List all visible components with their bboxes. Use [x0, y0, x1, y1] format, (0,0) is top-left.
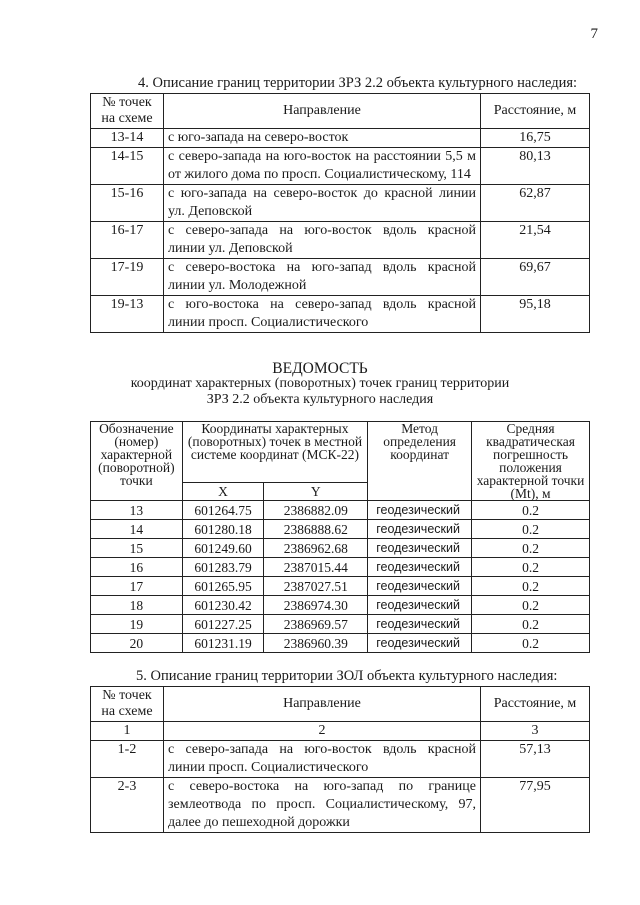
cell-y: 2387015.44 [264, 558, 368, 577]
section5-caption: 5. Описание границ территории ЗОЛ объекта культурного наследия: [136, 668, 558, 684]
column-number-row [91, 722, 590, 741]
header-error: Средняя квадратическая погрешность положения характерной точки (Mt), м [472, 422, 590, 501]
cell-points: 19-13 [91, 296, 164, 333]
cell-mt: 0.2 [472, 558, 590, 577]
cell-distance: 77,95 [481, 778, 590, 833]
cell-method: геодезический [368, 634, 472, 653]
cell-distance: 57,13 [481, 741, 590, 778]
cell-point: 15 [91, 539, 183, 558]
coordinates-table [90, 421, 590, 653]
cell-y: 2386969.57 [264, 615, 368, 634]
cell-x: 601231.19 [182, 634, 264, 653]
column-number: 2 [164, 722, 481, 741]
cell-direction: с юго-запада на северо-восток [164, 129, 481, 148]
cell-direction: с северо-запада на юго-восток на расстоянии 5,5 м от жилого дома по просп. Социалистическому, 114 [164, 148, 481, 185]
table-row [91, 596, 590, 615]
cell-x: 601264.75 [182, 501, 264, 520]
table-row [91, 129, 590, 148]
table-row [91, 222, 590, 259]
cell-mt: 0.2 [472, 539, 590, 558]
cell-mt: 0.2 [472, 501, 590, 520]
header-distance: Расстояние, м [481, 94, 590, 129]
cell-direction: с северо-запада на юго-восток вдоль красной линии ул. Деповской [164, 222, 481, 259]
header-coords: Координаты характерных (поворотных) точек в местной системе координат (МСК-22) [182, 422, 367, 483]
cell-method: геодезический [368, 501, 472, 520]
cell-distance: 69,67 [481, 259, 590, 296]
cell-x: 601230.42 [182, 596, 264, 615]
cell-direction: с северо-запада на юго-восток вдоль красной линии просп. Социалистического [164, 741, 481, 778]
cell-method: геодезический [368, 596, 472, 615]
cell-direction: с северо-востока на юго-запад вдоль красной линии ул. Молодежной [164, 259, 481, 296]
cell-y: 2386960.39 [264, 634, 368, 653]
vedomost-subtitle-line2: ЗРЗ 2.2 объекта культурного наследия [206, 392, 434, 407]
table-row [91, 296, 590, 333]
table-row [91, 615, 590, 634]
cell-mt: 0.2 [472, 520, 590, 539]
cell-x: 601265.95 [182, 577, 264, 596]
header-y: Y [264, 483, 368, 501]
cell-direction: с юго-востока на северо-запад вдоль красной линии просп. Социалистического [164, 296, 481, 333]
section4-table [90, 93, 590, 333]
header-direction: Направление [164, 94, 481, 129]
vedomost-title: ВЕДОМОСТЬ [272, 360, 368, 377]
header-direction: Направление [164, 687, 481, 722]
table-row [91, 185, 590, 222]
table-row [91, 558, 590, 577]
cell-method: геодезический [368, 539, 472, 558]
cell-x: 601283.79 [182, 558, 264, 577]
cell-mt: 0.2 [472, 634, 590, 653]
cell-x: 601249.60 [182, 539, 264, 558]
cell-x: 601280.18 [182, 520, 264, 539]
page-number: 7 [590, 26, 598, 42]
header-designation: Обозначение (номер) характерной (поворотной) точки [91, 422, 183, 501]
cell-points: 1-2 [91, 741, 164, 778]
cell-point: 13 [91, 501, 183, 520]
header-points: № точек на схеме [91, 687, 164, 722]
cell-point: 20 [91, 634, 183, 653]
header-method: Метод определения координат [368, 422, 472, 501]
cell-point: 19 [91, 615, 183, 634]
cell-y: 2387027.51 [264, 577, 368, 596]
table-row [91, 520, 590, 539]
cell-method: геодезический [368, 615, 472, 634]
table-row [91, 501, 590, 520]
cell-y: 2386888.62 [264, 520, 368, 539]
cell-point: 16 [91, 558, 183, 577]
table-row [91, 577, 590, 596]
cell-distance: 16,75 [481, 129, 590, 148]
cell-points: 17-19 [91, 259, 164, 296]
cell-distance: 80,13 [481, 148, 590, 185]
section5-table [90, 686, 590, 833]
cell-point: 17 [91, 577, 183, 596]
cell-direction: с юго-запада на северо-восток до красной линии ул. Деповской [164, 185, 481, 222]
vedomost-subtitle-line1: координат характерных (поворотных) точек границ территории [130, 376, 510, 391]
column-number: 3 [481, 722, 590, 741]
cell-points: 15-16 [91, 185, 164, 222]
cell-method: геодезический [368, 558, 472, 577]
table-row [91, 259, 590, 296]
table-row [91, 148, 590, 185]
header-distance: Расстояние, м [481, 687, 590, 722]
section4-caption: 4. Описание границ территории ЗРЗ 2.2 объекта культурного наследия: [138, 75, 578, 91]
cell-y: 2386974.30 [264, 596, 368, 615]
cell-distance: 62,87 [481, 185, 590, 222]
cell-direction: с северо-востока на юго-запад по границе землеотвода по просп. Социалистическому, 97, далее до пешеходной дорожки [164, 778, 481, 833]
cell-distance: 21,54 [481, 222, 590, 259]
header-x: X [182, 483, 264, 501]
cell-mt: 0.2 [472, 615, 590, 634]
cell-y: 2386882.09 [264, 501, 368, 520]
cell-y: 2386962.68 [264, 539, 368, 558]
table-row [91, 741, 590, 778]
table-header-row [91, 687, 590, 722]
table-header-row [91, 94, 590, 129]
cell-x: 601227.25 [182, 615, 264, 634]
cell-distance: 95,18 [481, 296, 590, 333]
table-row [91, 539, 590, 558]
column-number: 1 [91, 722, 164, 741]
cell-method: геодезический [368, 577, 472, 596]
cell-points: 13-14 [91, 129, 164, 148]
cell-method: геодезический [368, 520, 472, 539]
table-row [91, 778, 590, 833]
cell-mt: 0.2 [472, 577, 590, 596]
table-row [91, 634, 590, 653]
header-points: № точек на схеме [91, 94, 164, 129]
cell-points: 14-15 [91, 148, 164, 185]
cell-points: 2-3 [91, 778, 164, 833]
table-header-row [91, 422, 590, 483]
cell-points: 16-17 [91, 222, 164, 259]
cell-mt: 0.2 [472, 596, 590, 615]
cell-point: 14 [91, 520, 183, 539]
cell-point: 18 [91, 596, 183, 615]
